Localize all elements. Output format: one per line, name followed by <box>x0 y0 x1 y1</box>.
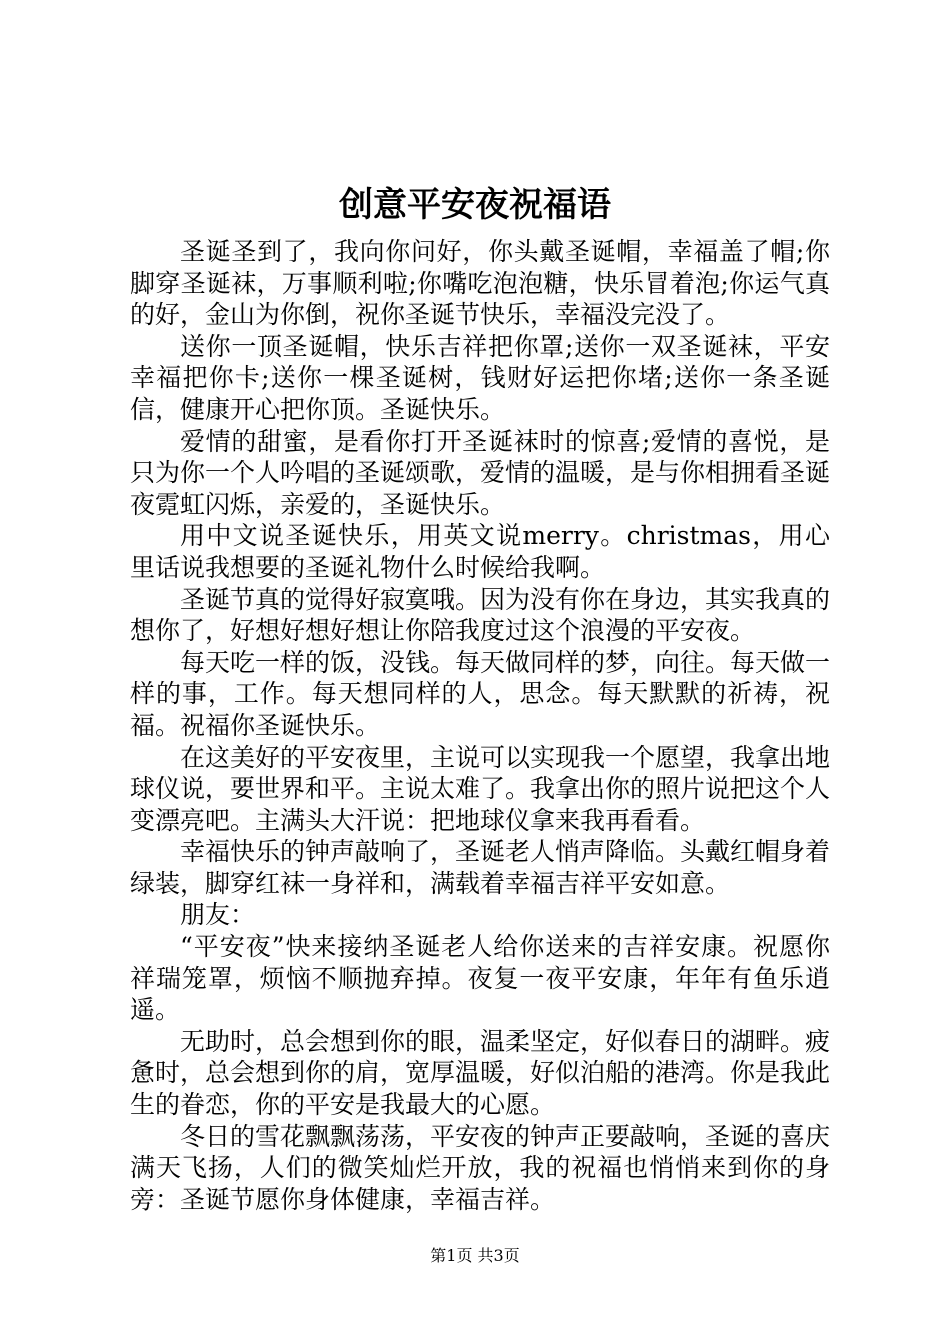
paragraph: 圣诞圣到了，我向你问好，你头戴圣诞帽，幸福盖了帽;你脚穿圣诞袜，万事顺利啦;你嘴吃泡泡糖，快乐冒着泡;你运气真的好，金山为你倒，祝你圣诞节快乐，幸福没完没了。 <box>130 237 830 330</box>
paragraph: 圣诞节真的觉得好寂寞哦。因为没有你在身边，其实我真的想你了，好想好想好想让你陪我度过这个浪漫的平安夜。 <box>130 584 831 646</box>
paragraph: “平安夜”快来接纳圣诞老人给你送来的吉祥安康。祝愿你祥瑞笼罩，烦恼不顺抛弃掉。夜复一夜平安康，年年有鱼乐逍遥。 <box>130 932 830 1025</box>
paragraph: 用中文说圣诞快乐，用英文说merry。christmas，用心里话说我想要的圣诞礼物什么时候给我啊。 <box>130 521 830 582</box>
paragraph: 送你一顶圣诞帽，快乐吉祥把你罩;送你一双圣诞袜，平安幸福把你卡;送你一棵圣诞树，钱财好运把你堵;送你一条圣诞信，健康开心把你顶。圣诞快乐。 <box>130 331 830 424</box>
paragraph: 冬日的雪花飘飘荡荡，平安夜的钟声正要敲响，圣诞的喜庆满天飞扬，人们的微笑灿烂开放，我的祝福也悄悄来到你的身旁：圣诞节愿你身体健康，幸福吉祥。 <box>130 1121 831 1214</box>
paragraph: 每天吃一样的饭，没钱。每天做同样的梦，向往。每天做一样的事，工作。每天想同样的人，思念。每天默默的祈祷，祝福。祝福你圣诞快乐。 <box>130 647 831 740</box>
document-title: 创意平安夜祝福语 <box>339 185 611 225</box>
paragraph: 在这美好的平安夜里，主说可以实现我一个愿望，我拿出地球仪说，要世界和平。主说太难了。我拿出你的照片说把这个人变漂亮吧。主满头大汗说：把地球仪拿来我再看看。 <box>130 742 831 835</box>
paragraph: 无助时，总会想到你的眼，温柔坚定，好似春日的湖畔。疲惫时，总会想到你的肩，宽厚温暖，好似泊船的港湾。你是我此生的眷恋，你的平安是我最大的心愿。 <box>130 1026 831 1120</box>
document-body <box>130 236 830 1215</box>
page-footer: 第1页 共3页 <box>430 1246 520 1265</box>
paragraph: 幸福快乐的钟声敲响了，圣诞老人悄声降临。头戴红帽身着绿装，脚穿红袜一身祥和，满载着幸福吉祥平安如意。 <box>130 837 831 898</box>
paragraph: 爱情的甜蜜，是看你打开圣诞袜时的惊喜;爱情的喜悦，是只为你一个人吟唱的圣诞颂歌，爱情的温暖，是与你相拥看圣诞夜霓虹闪烁，亲爱的，圣诞快乐。 <box>130 426 831 519</box>
paragraph: 朋友： <box>180 900 256 930</box>
